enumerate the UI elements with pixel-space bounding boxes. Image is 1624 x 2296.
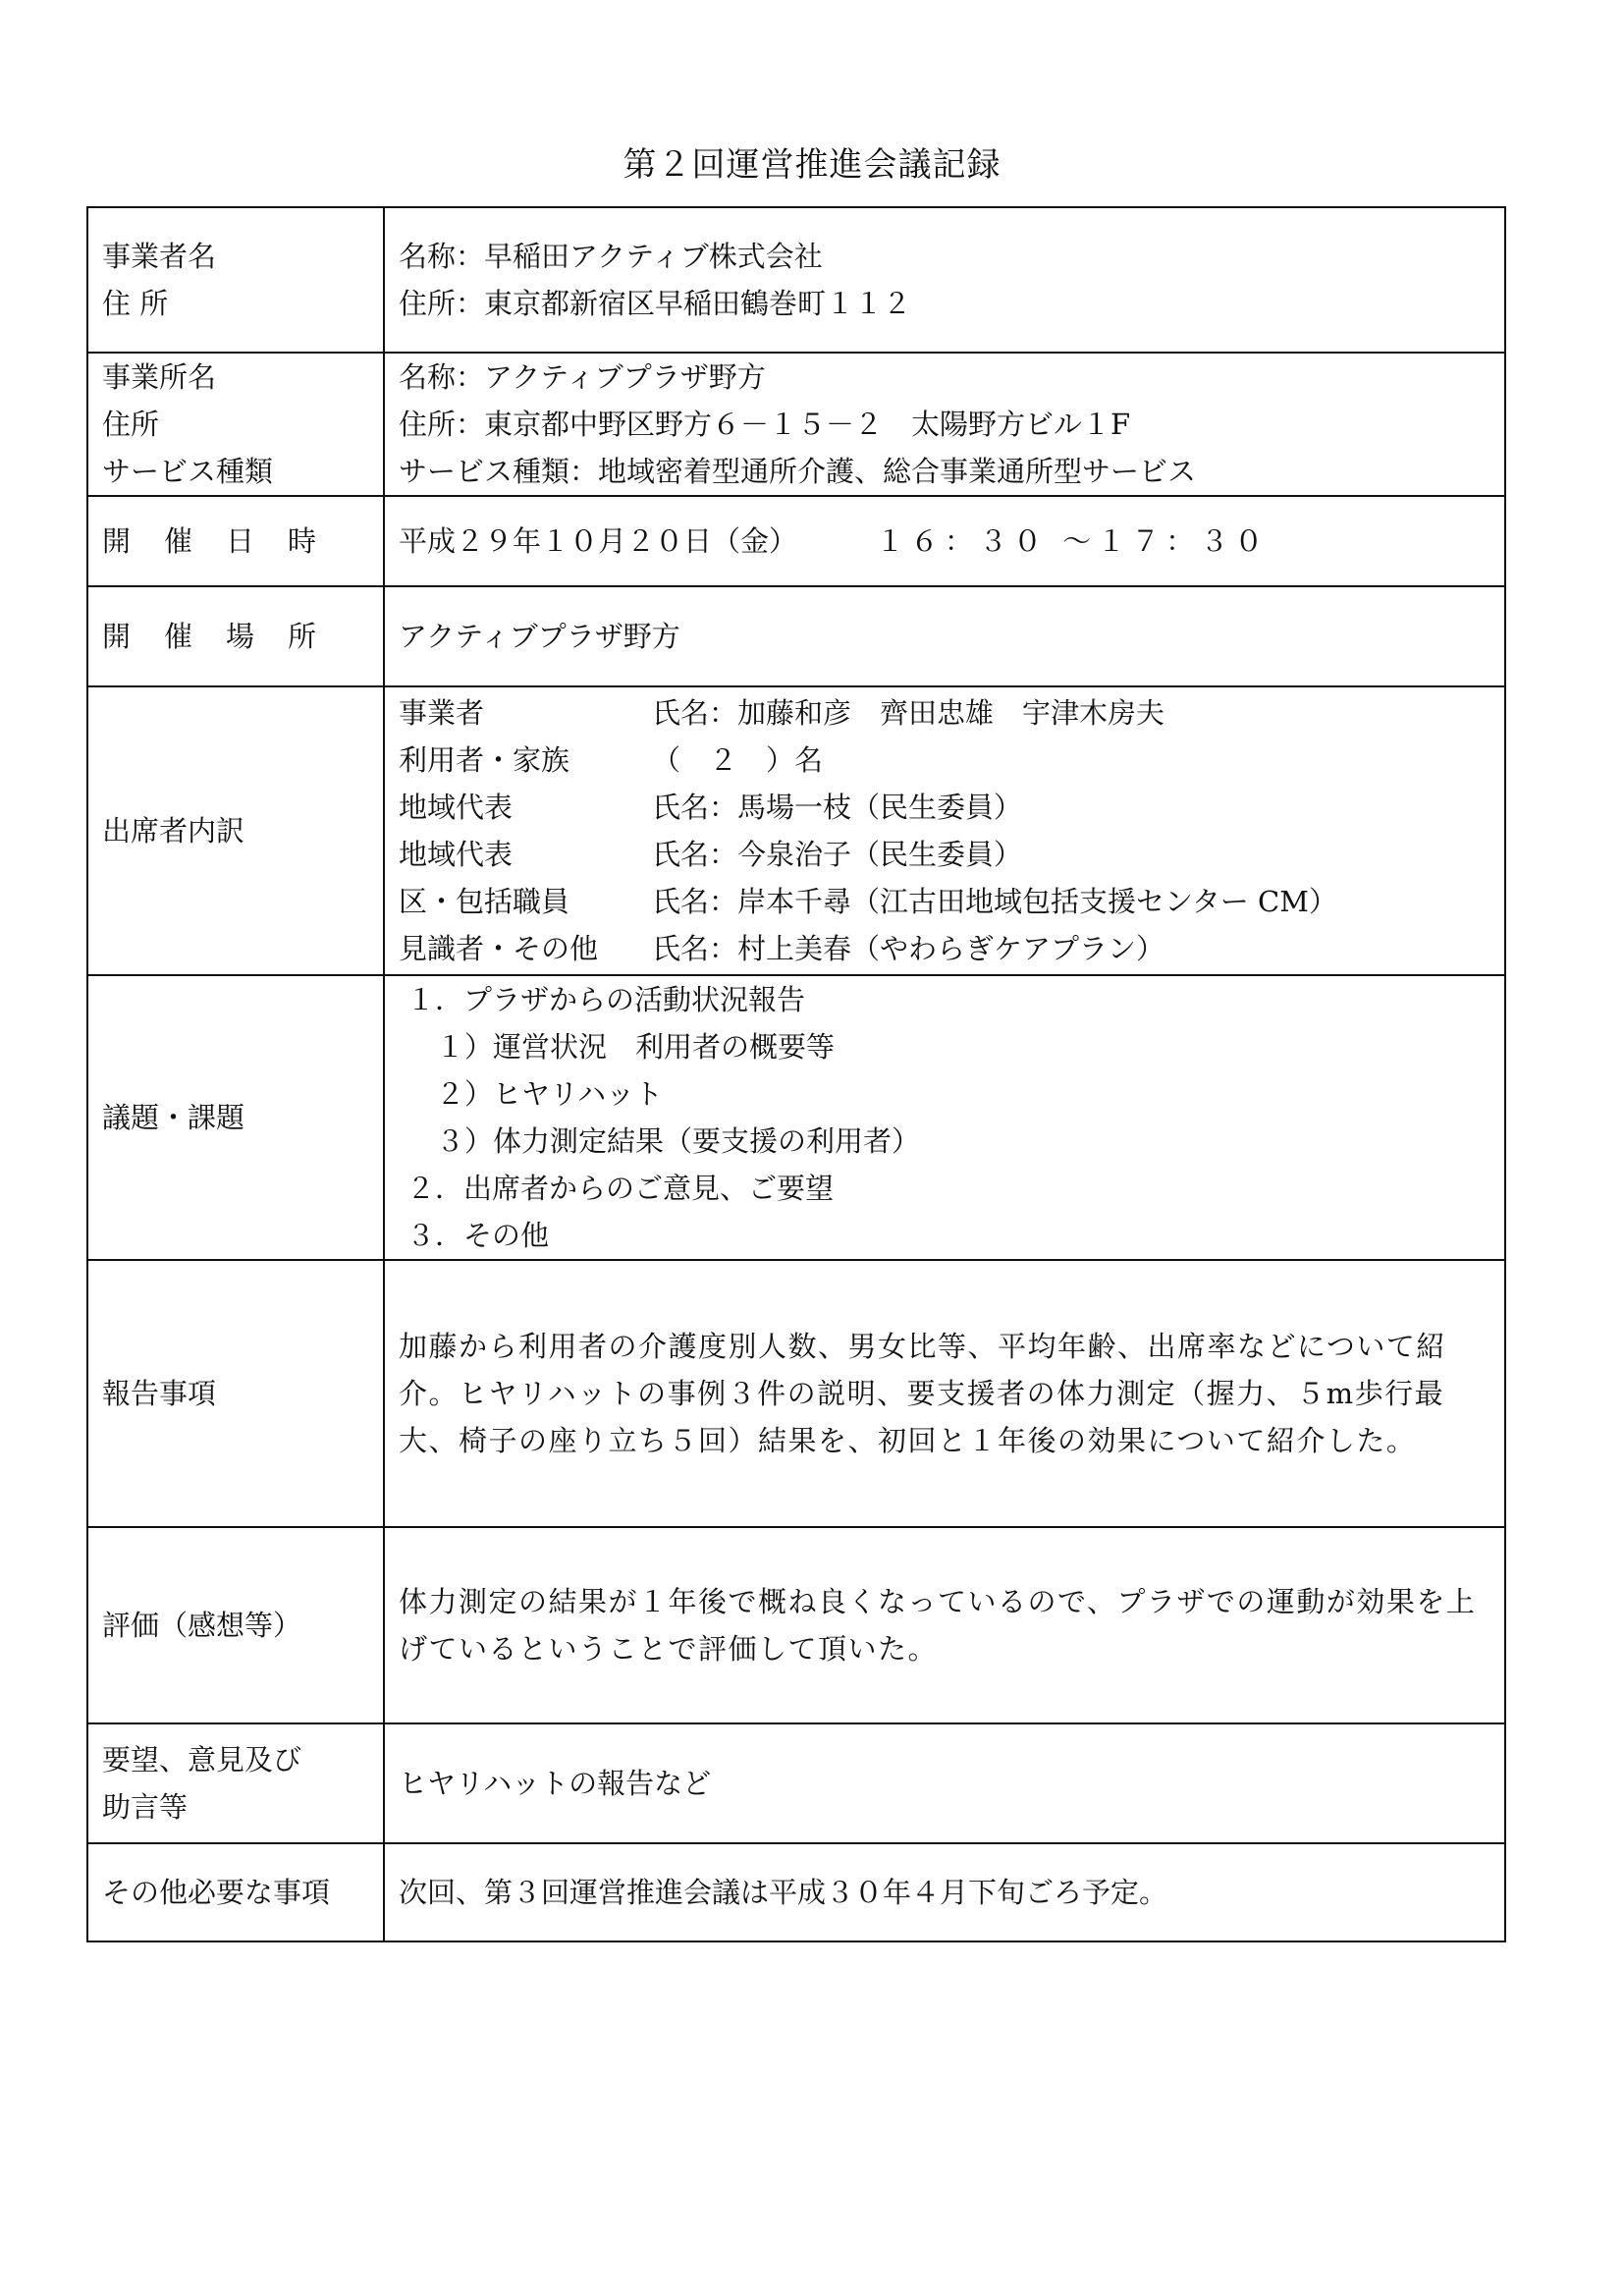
attendee-row [399,737,1490,784]
office-name-label: 事業所名 [102,360,217,394]
evaluation-row [87,1527,1505,1723]
venue-name: アクティブプラザ野方 [399,620,680,653]
report-text: 加藤から利用者の介護度別人数、男女比等、平均年齢、出席率などについて紹介。ヒヤリハットの事例３件の説明、要支援者の体力測定（握力、５m歩行最大、椅子の座り立ち５回）結果を、初回と１年後の効果について紹介した。 [399,1330,1446,1457]
evaluation-label: 評価（感想等） [102,1609,302,1642]
attendee-role: 地域代表 [399,838,514,871]
report-row [87,1260,1505,1527]
attendee-role: 地域代表 [399,791,514,824]
other-row [87,1843,1505,1941]
attendee-detail: 氏名：村上美春（やわらぎケアプラン） [652,932,1165,965]
evaluation-text: 体力測定の結果が１年後で概ね良くなっているので、プラザでの運動が効果を上げているということで評価して頂いた。 [399,1585,1477,1666]
agenda-item: ３）体力測定結果（要支援の利用者） [436,1124,921,1158]
agenda-item: １．プラザからの活動状況報告 [406,983,806,1016]
attendee-detail: 氏名：岸本千尋（江古田地域包括支援センター CM） [652,885,1337,918]
attendee-row [399,878,1490,925]
datetime-value-cell [384,496,1505,586]
operator-name: 名称：早稲田アクティブ株式会社 [399,240,823,273]
attendee-row [399,689,1490,737]
agenda-label: 議題・課題 [102,1101,245,1134]
agenda-item: ３．その他 [406,1219,550,1252]
attendees-label: 出席者内訳 [102,814,245,847]
attendee-role: 事業者 [399,696,485,730]
meeting-record-table [86,206,1506,1942]
operator-name-label: 事業者名 [102,240,217,273]
requests-label-cell [87,1723,384,1843]
requests-row [87,1723,1505,1843]
operator-label-cell [87,207,384,353]
document-title: 第２回運営推進会議記録 [623,145,1001,185]
office-service: サービス種類：地域密着型通所介護、総合事業通所型サービス [399,455,1197,488]
operator-address-label: 住 所 [102,287,169,320]
datetime-label: 開催日時 [102,524,351,558]
agenda-item: ２）ヒヤリハット [436,1077,664,1111]
other-label: その他必要な事項 [102,1876,331,1909]
meeting-time: １６：３０ ～１７：３０ [876,524,1270,558]
agenda-item: １）運営状況 利用者の概要等 [436,1030,836,1064]
evaluation-value-cell [384,1527,1505,1723]
other-value-cell [384,1843,1505,1941]
attendees-label-cell [87,686,384,975]
attendee-row [399,784,1490,831]
attendee-detail: 氏名：今泉治子（民生委員） [652,838,1023,871]
attendee-row [399,925,1490,972]
office-value-cell [384,353,1505,496]
requests-label-line1: 要望、意見及び [102,1743,302,1777]
attendee-role: 見識者・その他 [399,932,599,965]
requests-text: ヒヤリハットの報告など [399,1767,712,1800]
datetime-row [87,496,1505,586]
other-label-cell [87,1843,384,1941]
office-service-label: サービス種類 [102,455,274,488]
venue-row [87,586,1505,686]
report-value-cell [384,1260,1505,1527]
agenda-label-cell [87,975,384,1260]
venue-label-cell [87,586,384,686]
attendee-detail: （ ２ ）名 [652,743,824,777]
attendees-row [87,686,1505,975]
agenda-value-cell [384,975,1505,1260]
attendee-role: 区・包括職員 [399,885,570,918]
office-label-cell [87,353,384,496]
attendee-role: 利用者・家族 [399,743,570,777]
report-label-cell [87,1260,384,1527]
operator-row [87,207,1505,353]
attendee-detail: 氏名：馬場一枝（民生委員） [652,791,1023,824]
operator-address: 住所：東京都新宿区早稲田鶴巻町１１２ [399,287,912,320]
office-address-label: 住所 [102,408,160,441]
agenda-item: ２．出席者からのご意見、ご要望 [406,1172,835,1205]
venue-label: 開催場所 [102,620,351,653]
datetime-label-cell [87,496,384,586]
evaluation-label-cell [87,1527,384,1723]
report-label: 報告事項 [102,1377,217,1410]
requests-label-line2: 助言等 [102,1790,189,1824]
other-text: 次回、第３回運営推進会議は平成３０年４月下旬ごろ予定。 [399,1876,1168,1909]
operator-value-cell [384,207,1505,353]
attendees-value-cell [384,686,1505,975]
office-row [87,353,1505,496]
attendee-row [399,831,1490,878]
requests-value-cell [384,1723,1505,1843]
meeting-date: 平成２９年１０月２０日（金） [399,524,798,558]
office-address: 住所：東京都中野区野方６－１５－２ 太陽野方ビル１F [399,408,1131,441]
agenda-row [87,975,1505,1260]
office-name: 名称：アクティブプラザ野方 [399,360,766,394]
venue-value-cell [384,586,1505,686]
attendee-detail: 氏名：加藤和彦 齊田忠雄 宇津木房夫 [652,696,1165,730]
